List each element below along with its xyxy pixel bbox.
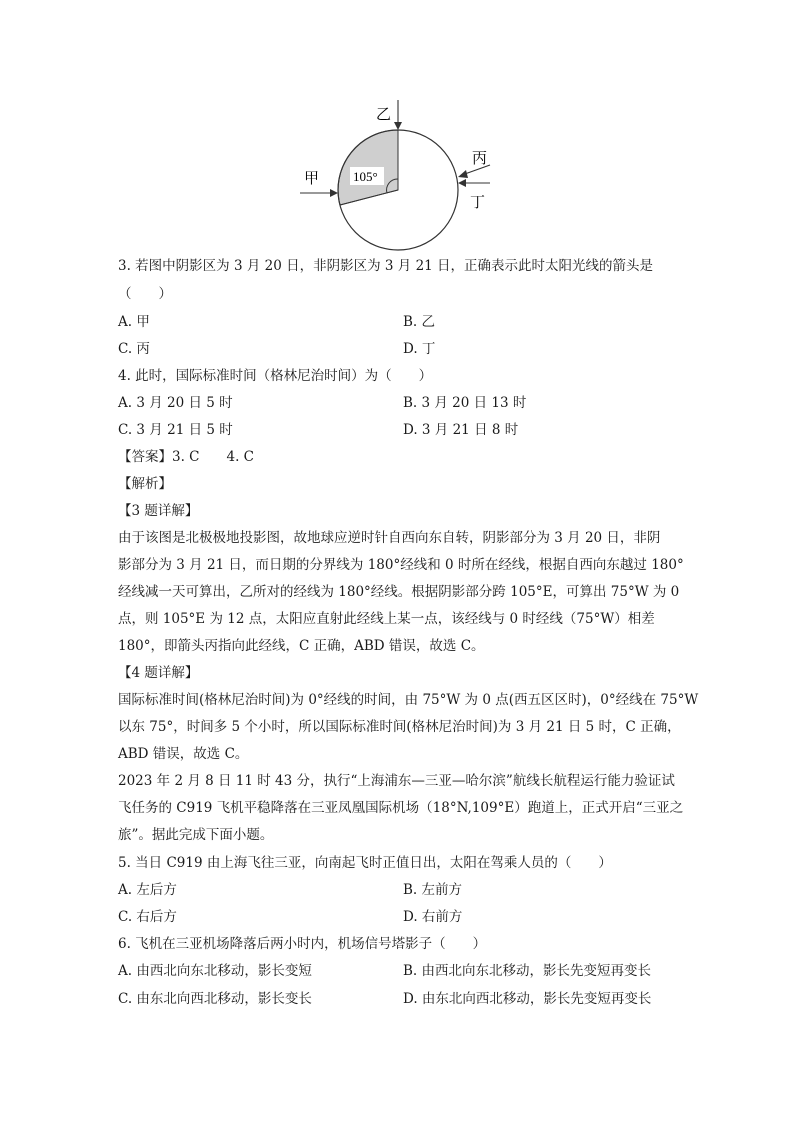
- q4-option-d: D. 3 月 21 日 8 时: [403, 422, 519, 438]
- answer-line: [118, 447, 254, 467]
- q3-option-b: B. 乙: [403, 314, 436, 330]
- q3-detail-line: 点，则 105°E 为 12 点，太阳应直射此经线上某一点，该经线与 0 时经线（75°W）相差: [118, 611, 655, 627]
- label-jia: 甲: [304, 169, 320, 187]
- passage-line: 飞任务的 C919 飞机平稳降落在三亚凤凰国际机场（18°N,109°E）跑道上，正式开启“三亚之: [118, 800, 684, 816]
- arrow-bing-head: [458, 170, 468, 178]
- answer-text: 3. C 4. C: [172, 449, 255, 465]
- q3-stem-line1: 3. 若图中阴影区为 3 月 20 日，非阴影区为 3 月 21 日，正确表示此时太阳光线的箭头是: [118, 258, 654, 274]
- polar-diagram: [290, 95, 510, 255]
- q6-option-row2: [118, 989, 652, 1009]
- q3-detail-line: 经线减一天可算出，乙所对的经线为 180°经线。根据阴影部分跨 105°E，可算出 75°W 为 0: [118, 584, 680, 600]
- label-yi: 乙: [376, 105, 392, 123]
- passage-line: 旅”。据此完成下面小题。: [118, 827, 274, 843]
- q3-detail-line: 影部分为 3 月 21 日，而日期的分界线为 180°经线和 0 时所在经线，根据自西向东越过 180°: [118, 557, 684, 573]
- q5-option-row1: [118, 880, 463, 900]
- q4-detail-line: 以东 75°，时间多 5 个小时，所以国际标准时间(格林尼治时间)为 3 月 21 日 5 时，C 正确，: [118, 719, 681, 735]
- passage-line: 2023 年 2 月 8 日 11 时 43 分，执行“上海浦东—三亚—哈尔滨”航线长航程运行能力验证试: [118, 773, 675, 789]
- q3-stem-line2: （ ）: [118, 286, 172, 302]
- q3-option-c: C. 丙: [118, 341, 150, 357]
- q4-detail-line: 国际标准时间(格林尼治时间)为 0°经线的时间，由 75°W 为 0 点(西五区区时)，0°经线在 75°W: [118, 692, 699, 708]
- q6-option-row1: [118, 961, 652, 981]
- q3-option-row2: [118, 339, 436, 359]
- q5-option-b: B. 左前方: [403, 882, 463, 898]
- q4-option-c: C. 3 月 21 日 5 时: [118, 422, 233, 438]
- q4-detail-line: ABD 错误，故选 C。: [118, 746, 249, 762]
- arrow-jia-head: [330, 189, 338, 197]
- q3-detail-label: 【3 题详解】: [118, 503, 199, 519]
- polar-projection-figure: [290, 95, 510, 255]
- q5-option-a: A. 左后方: [118, 882, 177, 898]
- q4-option-a: A. 3 月 20 日 5 时: [118, 395, 233, 411]
- q5-stem: 5. 当日 C919 由上海飞往三亚，向南起飞时正值日出，太阳在驾乘人员的（ ）: [118, 855, 612, 871]
- arrow-ding-head: [458, 179, 466, 187]
- q4-stem: 4. 此时，国际标准时间（格林尼治时间）为（ ）: [118, 368, 433, 384]
- q3-option-d: D. 丁: [403, 341, 436, 357]
- q4-option-b: B. 3 月 20 日 13 时: [403, 395, 527, 411]
- q3-option-a: A. 甲: [118, 314, 150, 330]
- q6-option-a: A. 由西北向东北移动，影长变短: [118, 963, 312, 979]
- answer-label: 【答案】: [118, 449, 172, 465]
- analysis-label: 【解析】: [118, 476, 172, 492]
- q4-option-row1: [118, 393, 527, 413]
- q3-detail-line: 180°，即箭头丙指向此经线，C 正确，ABD 错误，故选 C。: [118, 638, 485, 654]
- q3-detail-line: 由于该图是北极极地投影图，故地球应逆时针自西向东自转，阴影部分为 3 月 20 日，非阴: [118, 530, 661, 546]
- angle-label: 105°: [353, 169, 378, 184]
- q5-option-c: C. 右后方: [118, 909, 177, 925]
- label-bing: 丙: [472, 149, 488, 167]
- q6-option-c: C. 由东北向西北移动，影长变长: [118, 991, 312, 1007]
- q4-option-row2: [118, 420, 519, 440]
- q6-stem: 6. 飞机在三亚机场降落后两小时内，机场信号塔影子（ ）: [118, 936, 487, 952]
- q6-option-b: B. 由西北向东北移动，影长先变短再变长: [403, 963, 652, 979]
- q5-option-row2: [118, 907, 463, 927]
- label-ding: 丁: [470, 193, 486, 211]
- q5-option-d: D. 右前方: [403, 909, 463, 925]
- q6-option-d: D. 由东北向西北移动，影长先变短再变长: [403, 991, 652, 1007]
- q3-option-row1: [118, 312, 436, 332]
- q4-detail-label: 【4 题详解】: [118, 665, 199, 681]
- arrow-yi-head: [394, 122, 402, 130]
